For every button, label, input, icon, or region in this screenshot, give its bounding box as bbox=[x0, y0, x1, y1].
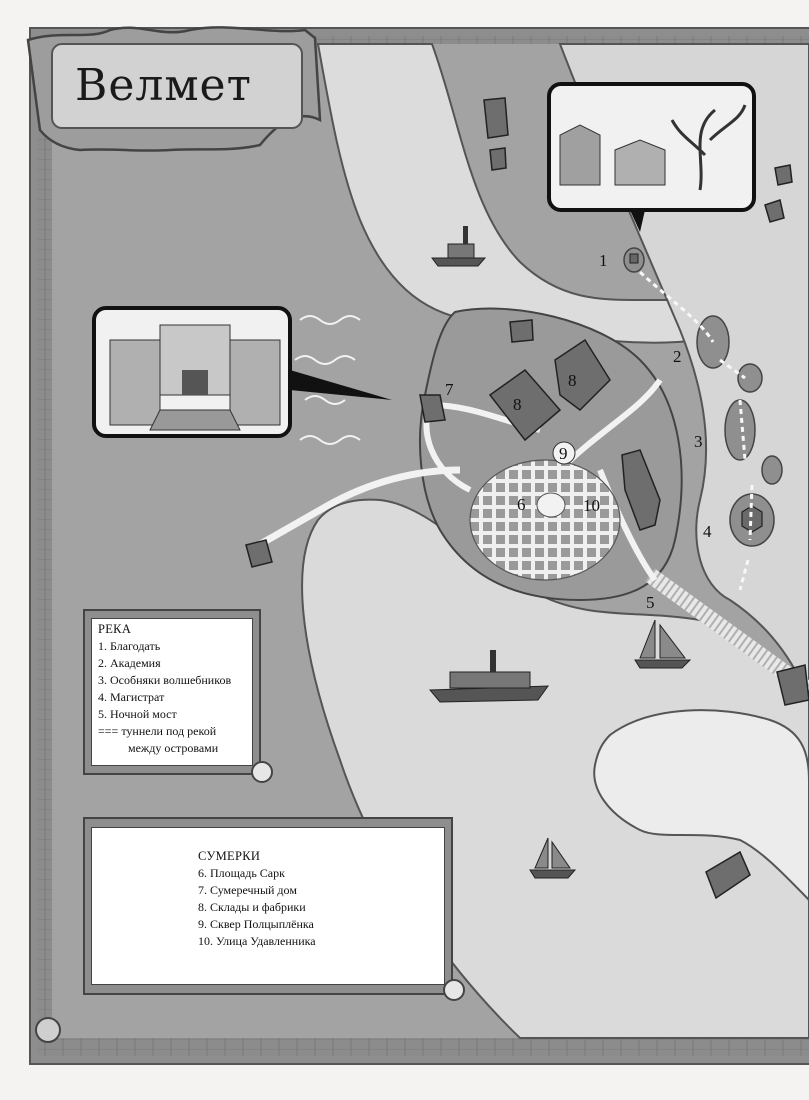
legend-tunnel-row bbox=[98, 723, 252, 740]
map-label-7: 7 bbox=[445, 380, 454, 399]
map-label-6: 6 bbox=[517, 495, 526, 514]
building-east-2 bbox=[775, 165, 792, 185]
legend-dusk-corner-ornament bbox=[444, 980, 464, 1000]
tunnel-text: туннели под рекой bbox=[121, 724, 217, 738]
legend-dusk-item: 7. Сумеречный дом bbox=[198, 883, 297, 897]
legend-river-corner-ornament bbox=[252, 762, 272, 782]
legend-river-heading: РЕКА bbox=[98, 622, 132, 636]
map-label-10: 10 bbox=[583, 496, 600, 515]
map-label-3: 3 bbox=[694, 432, 703, 451]
tunnel-text-continued: между островами bbox=[128, 741, 219, 755]
map-label-8b: 8 bbox=[568, 371, 577, 390]
street-grid bbox=[470, 460, 620, 580]
building-north bbox=[510, 320, 533, 342]
sark-square bbox=[537, 493, 565, 517]
legend-river-item: 1. Благодать bbox=[98, 639, 161, 653]
legend-river-item: 2. Академия bbox=[98, 656, 161, 670]
map-label-8a: 8 bbox=[513, 395, 522, 414]
islet-small-b bbox=[762, 456, 782, 484]
legend-dusk-item: 10. Улица Удавленника bbox=[198, 934, 316, 948]
map-label-2: 2 bbox=[673, 347, 682, 366]
legend-river-item: 4. Магистрат bbox=[98, 690, 165, 704]
map-label-9: 9 bbox=[559, 444, 568, 463]
legend-river-item: 3. Особняки волшебников bbox=[98, 673, 232, 687]
building-northwest bbox=[484, 98, 508, 138]
legend-dusk bbox=[91, 827, 445, 985]
island-mansions bbox=[725, 400, 755, 460]
inset-grace-picture bbox=[549, 84, 754, 232]
tunnel-symbol: === bbox=[98, 724, 119, 738]
legend-dusk-item: 8. Склады и фабрики bbox=[198, 900, 306, 914]
map-label-5: 5 bbox=[646, 593, 655, 612]
legend-dusk-item: 9. Сквер Полцыплёнка bbox=[198, 917, 314, 931]
legend-dusk-heading: СУМЕРКИ bbox=[198, 849, 261, 863]
building-northwest-2 bbox=[490, 148, 506, 170]
map-label-4: 4 bbox=[703, 522, 712, 541]
islet-small-a bbox=[738, 364, 762, 392]
legend-dusk-item: 6. Площадь Сарк bbox=[198, 866, 285, 880]
map-title: Велмет bbox=[75, 60, 252, 111]
grace-building bbox=[630, 254, 638, 263]
map-label-1: 1 bbox=[599, 251, 608, 270]
magistrate-building bbox=[742, 506, 762, 532]
frame-corner-ornament bbox=[36, 1018, 60, 1042]
legend-river-item: 5. Ночной мост bbox=[98, 707, 177, 721]
twilight-house-building bbox=[420, 395, 445, 422]
legend-river bbox=[91, 618, 253, 766]
